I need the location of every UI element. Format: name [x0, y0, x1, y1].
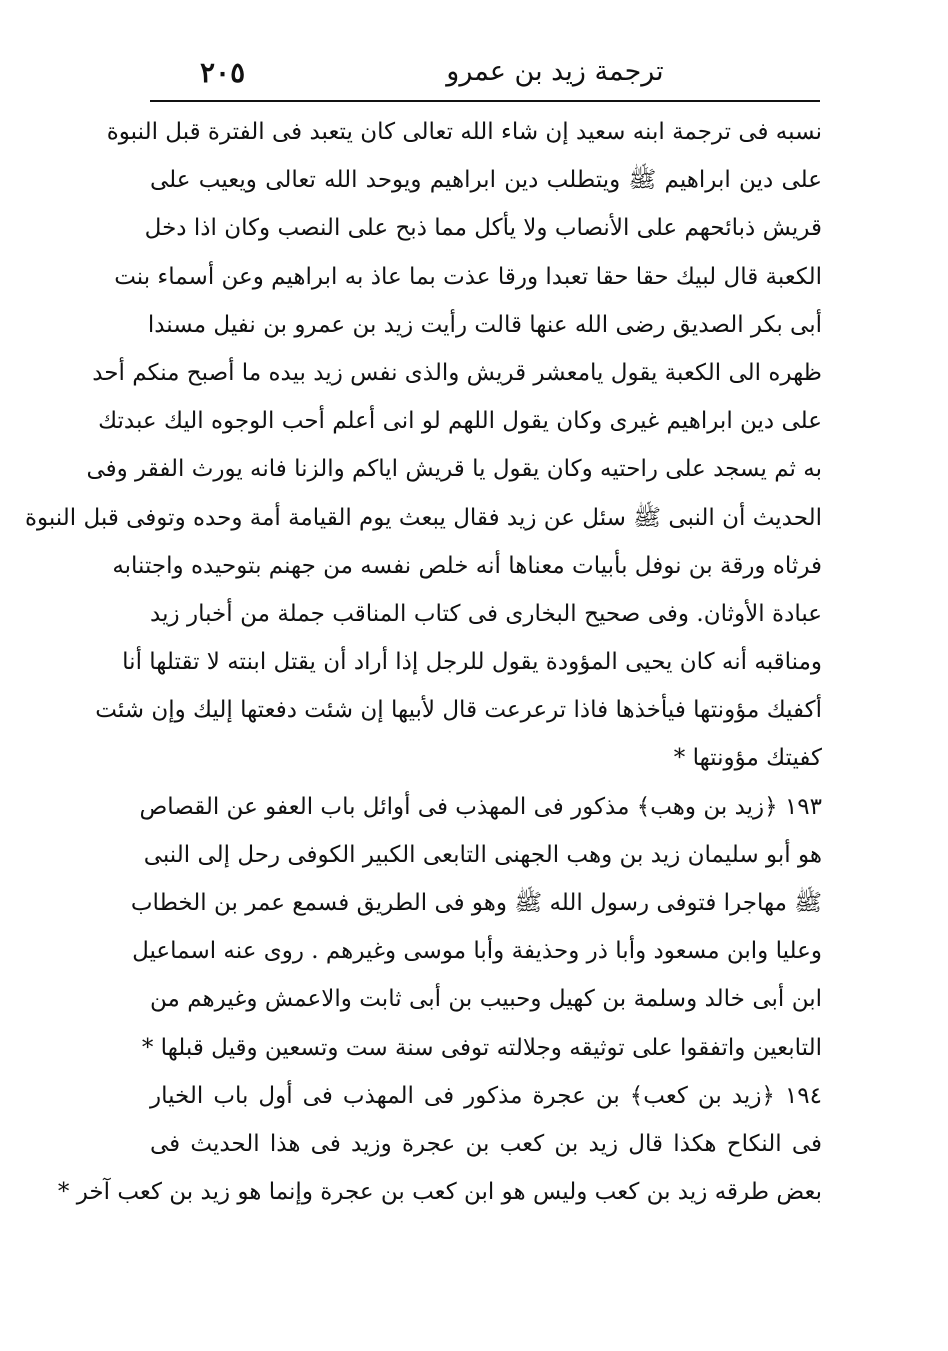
header-rule — [150, 100, 820, 102]
text-line: أبى بكر الصديق رضى الله عنها قالت رأيت زيد بن عمرو بن نفيل مسندا — [147, 311, 822, 338]
text-line: نسبه فى ترجمة ابنه سعيد إن شاء الله تعالى كان يتعبد فى الفترة قبل النبوة — [106, 119, 822, 145]
body-text — [24, 108, 822, 1216]
text-line: ﷺ مهاجرا فتوفى رسول الله ﷺ وهو فى الطريق فسمع عمر بن الخطاب — [130, 890, 822, 916]
entry-194-heading-line: ١٩٤ ﴿زيد بن كعب﴾ بن عجرة مذكور فى المهذب فى أول باب الخيار — [150, 1082, 822, 1109]
text-line: عبادة الأوثان. وفى صحيح البخارى فى كتاب المناقب جملة من أخبار زيد — [150, 600, 822, 627]
text-line: على دين ابراهيم ﷺ ويتطلب دين ابراهيم ويوحد الله تعالى ويعيب على — [150, 167, 822, 194]
text-line: به ثم يسجد على راحتيه وكان يقول يا قريش اياكم والزنا فانه يورث الفقر وفى — [86, 456, 822, 483]
entry-193-heading-line: ١٩٣ ﴿زيد بن وهب﴾ مذكور فى المهذب فى أوائل باب العفو عن القصاص — [139, 793, 822, 820]
page-header — [150, 48, 820, 100]
text-line: قريش ذبائحهم على الأنصاب ولا يأكل مما ذبح على النصب وكان اذا دخل — [144, 215, 822, 242]
text-line: وعليا وابن مسعود وأبا ذر وحذيفة وأبا موسى وغيرهم . روى عنه اسماعيل — [132, 938, 822, 965]
paragraph-end-line: التابعين واتفقوا على توثيقه وجلالته توفى سنة ست وتسعين وقيل قبلها * — [141, 1034, 822, 1061]
text-line: ومناقبه أنه كان يحيى المؤودة يقول للرجل إذا أراد أن يقتل ابنته لا تقتلها أنا — [122, 649, 822, 676]
text-line: فى النكاح هكذا قال زيد بن كعب بن عجرة وزيد فى هذا الحديث فى — [150, 1130, 822, 1157]
text-line: أكفيك مؤونتها فيأخذها فاذا ترعرعت قال لأبيها إن شئت دفعتها إليك وإن شئت — [95, 697, 822, 724]
text-line: الكعبة قال لبيك حقا حقا تعبدا ورقا عذت بما عاذ به ابراهيم وعن أسماء بنت — [114, 263, 822, 290]
text-line: هو أبو سليمان زيد بن وهب الجهنى التابعى الكبير الكوفى رحل إلى النبى — [143, 841, 822, 868]
text-line: ابن أبى خالد وسلمة بن كهيل وحبيب بن أبى ثابت والاعمش وغيرهم من — [150, 986, 822, 1013]
text-line: على دين ابراهيم غيرى وكان يقول اللهم لو انى أعلم أحب الوجوه اليك عبدتك — [98, 408, 822, 435]
text-line: الحديث أن النبى ﷺ سئل عن زيد فقال يبعث يوم القيامة أمة وحده وتوفى قبل النبوة — [24, 504, 822, 531]
paragraph-end-line: كفيتك مؤونتها * — [673, 745, 822, 772]
paragraph-end-line: بعض طرقه زيد بن كعب وليس هو ابن كعب بن عجرة وإنما هو زيد بن كعب آخر * — [57, 1179, 822, 1206]
text-line: ظهره الى الكعبة يقول يامعشر قريش والذى نفس زيد بيده ما أصبح منكم أحد — [92, 359, 822, 386]
page-number: ٢٠٥ — [200, 56, 246, 89]
text-line: فرثاه ورقة بن نوفل بأبيات معناها أنه خلص نفسه من جهنم بتوحيده واجتنابه — [112, 552, 822, 579]
running-title: ترجمة زيد بن عمرو — [446, 56, 664, 87]
